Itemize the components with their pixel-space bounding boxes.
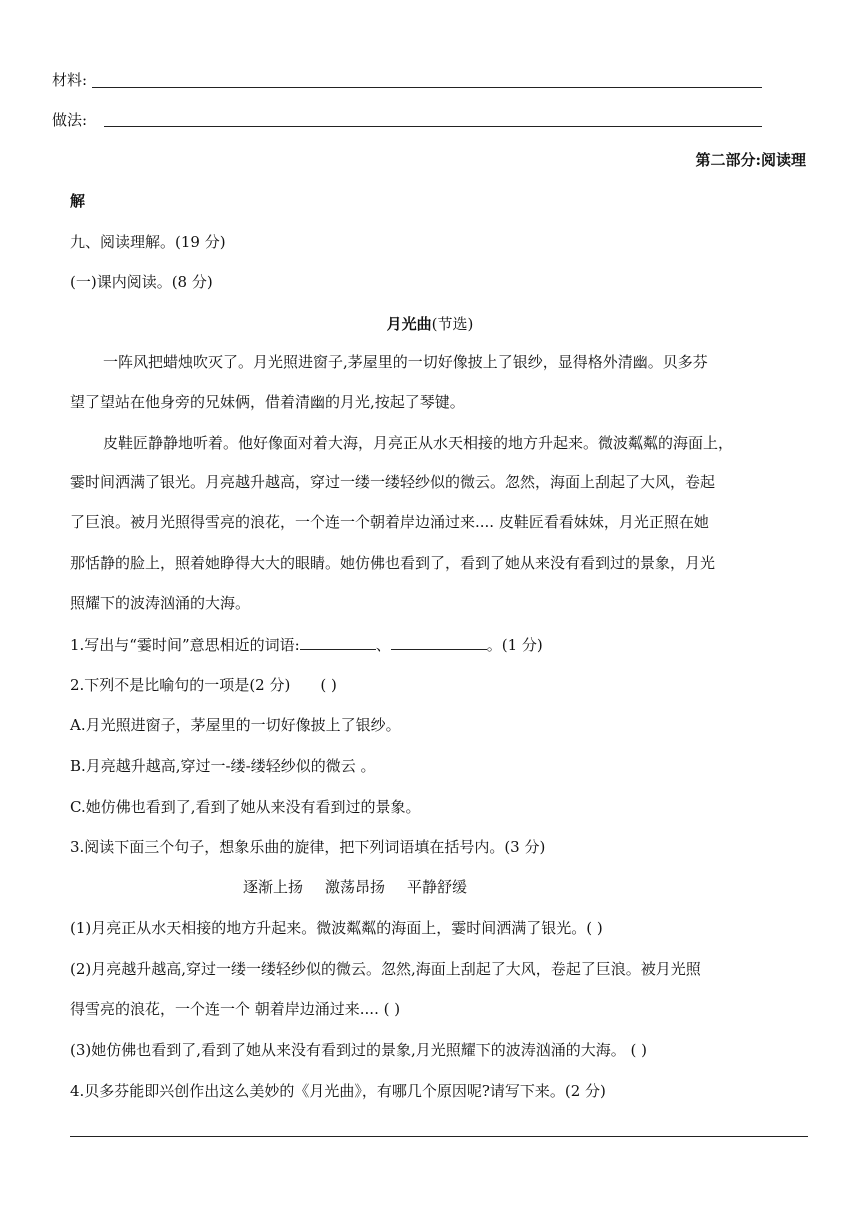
question-1-text: 1.写出与“霎时间”意思相近的词语: (70, 636, 300, 654)
part-two-heading-continued: 解 (70, 192, 86, 210)
passage-title (0, 314, 860, 334)
passage-paragraph-2-line-4: 那恬静的脸上，照着她睁得大大的眼睛。她仿佛也看到了，看到了她从来没有看到过的景象，月光 (70, 554, 716, 572)
word-bank-item-2: 激荡昂扬 (325, 878, 386, 896)
question-2-option-b: B.月亮越升越高,穿过一-缕-缕轻纱似的微云 。 (70, 757, 376, 775)
passage-paragraph-2-line-5: 照耀下的波涛汹涌的大海。 (70, 594, 251, 612)
question-1-answer-blank-1[interactable] (300, 634, 376, 650)
question-2 (70, 675, 337, 695)
question-1-separator: 、 (375, 636, 391, 654)
question-4: 4.贝多芬能即兴创作出这么美妙的《月光曲》，有哪几个原因呢?请写下来。(2 分) (70, 1082, 606, 1100)
question-2-option-c: C.她仿佛也看到了,看到了她从来没有看到过的景象。 (70, 798, 421, 816)
part-two-heading: 第二部分:阅读理 (695, 151, 806, 169)
word-bank-item-1: 逐渐上扬 (243, 878, 304, 896)
question-3: 3.阅读下面三个句子，想象乐曲的旋律，把下列词语填在括号内。(3 分) (70, 838, 546, 856)
question-4-answer-line[interactable] (70, 1136, 808, 1137)
question-3-sentence-2-line-1: (2)月亮越升越高,穿过一缕一缕轻纱似的微云。忽然,海面上刮起了大风，卷起了巨浪。被月光照 (70, 960, 701, 978)
question-3-sentence-2-line-2: 得雪亮的浪花，一个连一个 朝着岸边涌过来.... ( ) (70, 1000, 401, 1018)
passage-paragraph-1-line-1: 一阵风把蜡烛吹灭了。月光照进窗子,茅屋里的一切好像披上了银纱，显得格外清幽。贝多芬 (103, 353, 708, 371)
question-1-answer-blank-2[interactable] (391, 634, 487, 650)
question-2-answer-paren[interactable]: ( ) (320, 676, 337, 694)
section-one-subheading: (一)课内阅读。(8 分) (70, 273, 213, 291)
material-answer-line[interactable] (92, 87, 762, 88)
question-3-sentence-3: (3)她仿佛也看到了,看到了她从来没有看到过的景象,月光照耀下的波涛汹涌的大海。 ( ) (70, 1041, 648, 1059)
passage-paragraph-1-line-2: 望了望站在他身旁的兄妹俩，借着清幽的月光,按起了琴键。 (70, 393, 465, 411)
question-3-word-bank (243, 877, 489, 897)
question-1 (70, 634, 543, 655)
method-answer-line[interactable] (104, 126, 762, 127)
question-1-score: 。(1 分) (486, 636, 543, 654)
passage-paragraph-2-line-3: 了巨浪。被月光照得雪亮的浪花，一个连一个朝着岸边涌过来.... 皮鞋匠看看妹妹，月光正照在她 (70, 513, 709, 531)
question-3-sentence-1: (1)月亮正从水天相接的地方升起来。微波粼粼的海面上，霎时间洒满了银光。( ) (70, 919, 603, 937)
material-label: 材料: (52, 71, 88, 89)
section-nine-heading: 九、阅读理解。(19 分) (70, 233, 226, 251)
question-2-option-a: A.月光照进窗子，茅屋里的一切好像披上了银纱。 (70, 716, 401, 734)
passage-paragraph-2-line-1: 皮鞋匠静静地听着。他好像面对着大海，月亮正从水天相接的地方升起来。微波粼粼的海面上， (103, 434, 734, 452)
method-label: 做法: (52, 111, 88, 129)
question-2-text: 2.下列不是比喻句的一项是(2 分) (70, 676, 291, 694)
passage-title-main: 月光曲 (386, 315, 432, 333)
passage-paragraph-2-line-2: 霎时间洒满了银光。月亮越升越高，穿过一缕一缕轻纱似的微云。忽然，海面上刮起了大风，卷起 (70, 473, 716, 491)
word-bank-item-3: 平静舒缓 (407, 878, 468, 896)
passage-title-note: (节选) (431, 315, 474, 333)
